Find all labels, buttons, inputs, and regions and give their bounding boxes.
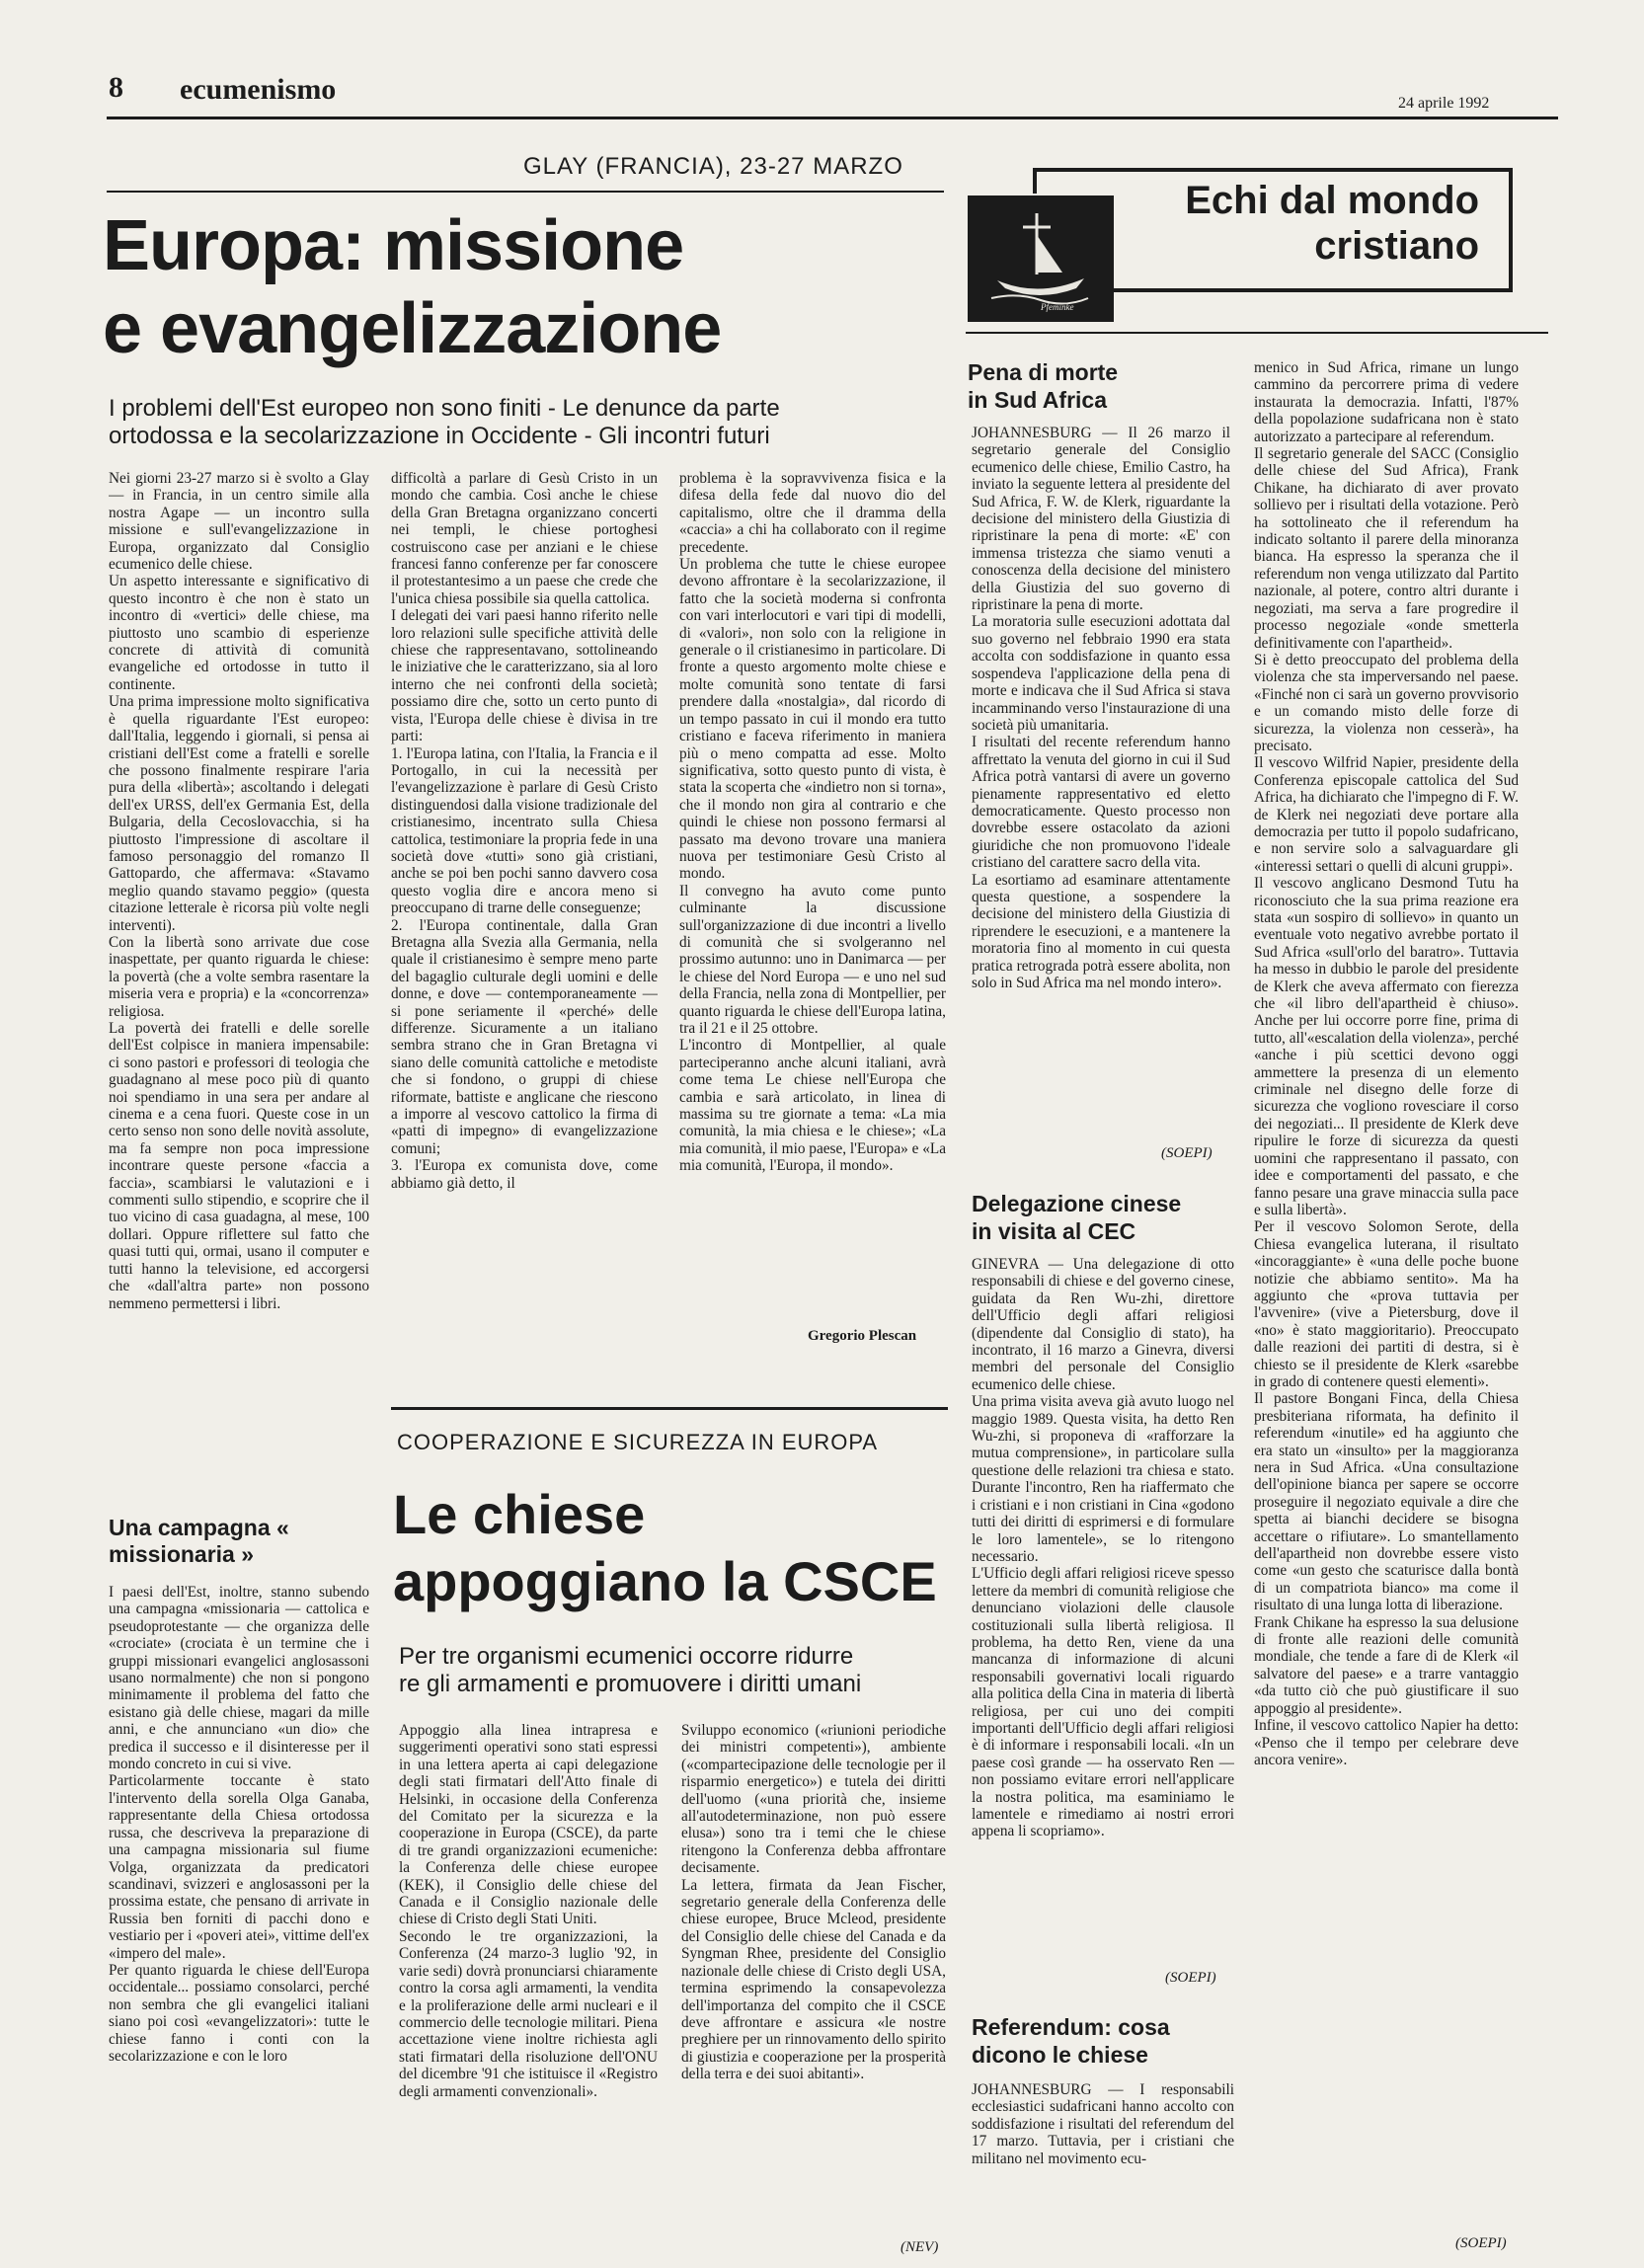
article2-subtitle-line1: Per tre organismi ecumenici occorre ridurre — [399, 1643, 854, 1670]
article1-title-line1: Europa: missione — [103, 206, 684, 285]
article1-column1: Nei giorni 23-27 marzo si è svolto a Glay — in Francia, in un centro simile alla nostra Agape — un incontro sulla missione e sull'evangelizzazione in Europa, organizzato dal Consiglio ecumenico delle chiese. Un aspetto interessante e significativo di questo incontro è che non è stato un incontro di «vertici» delle chiese, ma piuttosto uno scambio di esperienze concrete di attività di comunità evangeliche ed ortodosse in tutto il continente. Una prima impressione molto significativa è quella riguardante l'Est europeo: dall'Italia, leggendo i giornali, si pensa ai cristiani dell'Est come a fratelli e sorelle che possono finalmente respirare l'aria pura della «libertà»; ascoltando i delegati dell'ex URSS, dell'ex Germania Est, della Bulgaria, della Cecoslovacchia, si ha piuttosto l'impressione di ascoltare il famoso personaggio del romanzo Il Gattopardo, che affermava: «Stavamo meglio quando stavamo peggio» (questa citazione letterale è ricorsa più volte negli interventi). Con la libertà sono arrivate due cose inaspettate, per quanto riguarda le chiese: la povertà (che a volte sembra rasentare la miseria vera e propria) e la «concorrenza» religiosa. La povertà dei fratelli e delle sorelle dell'Est colpisce in maniera impensabile: ci sono pastori e professori di teologia che guadagnano al mese poco più di quanto noi spendiamo in una sera per andare al cinema e a cena fuori. Queste cose in un certo senso non sono delle novità assolute, ma fa sempre non poca impressione incontrare queste persone «faccia a faccia», scambiarsi le valutazioni e i commenti sullo stipendio, e scoprire che il tuo vicino di casa guadagna, al mese, 100 dollari. Oppure riflettere sul fatto che quasi tutti qui, ormai, usano il computer e tutti hanno la televisione, ed accorgersi che «dall'altra parte» non possono nemmeno permettersi i libri. — [109, 470, 369, 1312]
article2-kicker: COOPERAZIONE E SICUREZZA IN EUROPA — [397, 1430, 879, 1454]
echi-s2-title-line2: in visita al CEC — [972, 1218, 1136, 1244]
masthead-rule — [107, 117, 1558, 119]
page-number: 8 — [109, 71, 123, 104]
echi-frame-left — [1033, 170, 1037, 194]
echi-column5-source: (SOEPI) — [1455, 2235, 1507, 2251]
issue-date: 24 aprile 1992 — [1398, 95, 1490, 112]
echi-divider — [966, 332, 1548, 334]
echi-s2-source: (SOEPI) — [1165, 1970, 1216, 1986]
article1-column2: difficoltà a parlare di Gesù Cristo in un mondo che cambia. Così anche le chiese della Gran Bretagna organizzano concerti nei templi, le chiese portoghesi costruiscono case per anziani e le chiese francesi fanno conferenze per far conoscere il protestantesimo a un paese che crede che l'unica chiesa possibile sia quella cattolica. I delegati dei vari paesi hanno riferito nelle loro relazioni sulle specifiche attività delle chiese che rappresentavano, sottolineando le iniziative che le caratterizzano, sia al loro interno che nei confronti della società; possiamo dire che, sotto un certo punto di vista, l'Europa delle chiese è divisa in tre parti: 1. l'Europa latina, con l'Italia, la Francia e il Portogallo, in cui la necessità per l'evangelizzazione è parlare di Gesù Cristo distinguendosi dalla visione tradizionale del cristianesimo, incentrato sulla Chiesa cattolica, testimoniare la propria fede in una società dove «tutti» sono già cristiani, anche se poi ben pochi sanno davvero cosa questo voglia dire e ancora meno si preoccupano di trarne delle conseguenze; 2. l'Europa continentale, dalla Gran Bretagna alla Svezia alla Germania, nella quale il cristianesimo è sempre meno parte del bagaglio culturale degli uomini e delle donne, e dove — contemporaneamente — si pone seriamente il «perché» delle differenze. Sicuramente a un italiano sembra strano che in Gran Bretagna vi siano delle comunità cattoliche e metodiste che si fondono, o gruppi di chiese riformate, battiste e anglicane che riescono a imporre al vescovo cattolico la firma di «patti di impegno» di evangelizzazione comuni; 3. l'Europa ex comunista dove, come abbiamo già detto, il — [391, 470, 658, 1192]
article2-title-line1: Le chiese — [393, 1483, 646, 1545]
echi-s1-text: JOHANNESBURG — Il 26 marzo il segretario generale del Consiglio ecumenico delle chiese, Emilio Castro, ha inviato la seguente lettera al presidente del Sud Africa, F. W. de Klerk, riguardante la decisione del ministero della Giustizia di ripristinare la pena di morte: «E' con immensa tristezza che siamo venuti a conoscenza della decisione del ministero della Giustizia del suo governo di ripristinare la pena di morte. La moratoria sulle esecuzioni adottata dal suo governo nel febbraio 1990 era stata accolta con soddisfazione in quanto essa sospendeva l'applicazione della pena di morte e indicava che il Sud Africa si stava incamminando verso l'instaurazione di una società più umanitaria. I risultati del recente referendum hanno affrettato la venuta del giorno in cui il Sud Africa potrà vantarsi di avere un governo pienamente rappresentativo ed eletto democraticamente. Questo processo non dovrebbe essere ostacolato da azioni giuridiche che non promuovono l'ideale cristiano del carattere sacro della vita. La esortiamo ad esaminare attentamente questa questione, a sospendere la decisione del ministero della Giustizia di riprendere le esecuzioni, e a mantenere la moratoria fino al momento in cui questa pratica retrograda potrà essere abolita, non solo in Sud Africa ma nel mondo intero». — [972, 425, 1230, 991]
echi-s1-title-line2: in Sud Africa — [968, 387, 1107, 413]
article1-column3: problema è la sopravvivenza fisica e la difesa della fede dal nuovo dio del capitalismo, oltre che il dramma della «caccia» a chi ha collaborato con il regime precedente. Un problema che tutte le chiese europee devono affrontare è la secolarizzazione, il fatto che la società moderna si confronta con vari interlocutori e vari tipi di modelli, di «valori», non solo con la religione in generale o il cristianesimo in particolare. Di fronte a questo argomento molte chiese e molte comunità sono tentate di farsi prendere dalla «nostalgia», dal ricordo di un tempo passato in cui il mondo era tutto cristiano e faceva riferimento in maniera più o meno compatta ad esse. Molto significativa, sotto questo punto di vista, è stata la scoperta che «indietro non si torna», che il mondo non gira al contrario e che quindi le chiese non possono fermarsi al passato ma devono trovare una maniera nuova per testimoniare Gesù Cristo al mondo. Il convegno ha avuto come punto culminante la discussione sull'organizzazione di due incontri a livello di comunità che si svolgeranno nel prossimo autunno: uno in Danimarca — per le chiese del Nord Europa — e uno nel sud della Francia, nella zona di Montpellier, per quanto riguarda le chiese dell'Europa latina, tra il 21 e il 25 ottobre. L'incontro di Montpellier, al quale parteciperanno anche alcuni italiani, avrà come tema Le chiese nell'Europa che cambia e sarà articolato, in linea di massima su tre giornate a tema: «La mia comunità, la mia chiesa e le chiese»; «La mia comunità, il mio paese, l'Europa» e «La mia comunità, l'Europa, il mondo». — [679, 470, 946, 1175]
article2-top-rule — [391, 1407, 948, 1410]
echi-s3-text: JOHANNESBURG — I responsabili ecclesiastici sudafricani hanno accolto con soddisfazione i risultati del referendum del 17 marzo. Tuttavia, per i cristiani che militano nel movimento ecu- — [972, 2081, 1234, 2167]
echi-title-line2: cristiano — [1314, 224, 1479, 268]
echi-s2-text: GINEVRA — Una delegazione di otto responsabili di chiese e del governo cinese, guidata da Ren Wu-zhi, direttore dell'Ufficio degli affari religiosi (dipendente dal Consiglio di stato), ha incontrato, il 16 marzo a Ginevra, diversi membri del personale del Consiglio ecumenico delle chiese. Una prima visita aveva già avuto luogo nel maggio 1989. Questa visita, ha detto Ren Wu-zhi, si proponeva di «rafforzare la mutua comprensione», in particolare sulla questione delle relazioni tra chiesa e stato. Durante l'incontro, Ren ha riaffermato che i cristiani e i non cristiani in Cina «godono tutti dei diritti di esprimersi e di formulare le loro lamentele», se lo ritengono necessario. L'Ufficio degli affari religiosi riceve spesso lettere da membri di comunità religiose che denunciano violazioni delle clausole costituzionali sulla libertà religiosa. Il problema, ha detto Ren, viene da una mancanza di informazione di alcuni responsabili governativi locali riguardo alla politica della Cina in materia di libertà religiosa, per cui uno dei compiti importanti dell'Ufficio degli affari religiosi è di informare i responsabili locali. «In un paese così grande — ha osservato Ren — non possiamo evitare errori nell'applicare la nostra politica, ma esaminiamo le lamentele e rimediamo ai nostri errori appena li scopriamo». — [972, 1256, 1234, 1840]
logo-signature: Pfeminke — [1041, 302, 1074, 312]
echi-frame-right — [1509, 168, 1513, 290]
article1-kicker: GLAY (FRANCIA), 23-27 MARZO — [523, 153, 903, 180]
article1-column1b: I paesi dell'Est, inoltre, stanno subendo una campagna «missionaria — cattolica e pseudoprotestante — che organizza delle «crociate» (crociata è un termine che i gruppi missionari evangelici anglosassoni usano normalmente) che non si pongono minimamente il problema del fatto che esistano già delle chiese, magari da mille anni, e che annunciano «un dio» che predica il successo e il disinteresse per il mondo concreto in cui si vive. Particolarmente toccante è stato l'intervento della sorella Olga Ganaba, rappresentante della Chiesa ortodossa russa, che descriveva la preparazione di una campagna missionaria sul fiume Volga, organizzata da predicatori scandinavi, svizzeri e anglosassoni per la prossima estate, che pensano di arrivate in Russia ben forniti di pacchi dono e vestiario per i «poveri atei», vittime dell'ex «impero del male». Per quanto riguarda le chiese dell'Europa occidentale... possiamo consolarci, perché non sembra che gli evangelici italiani siano poi così «evangelizzatori»: tutte le chiese fanno i conti con la secolarizzazione e con le loro — [109, 1584, 369, 2065]
echi-s3-title-line1: Referendum: cosa — [972, 2014, 1170, 2040]
echi-s1-title-line1: Pena di morte — [968, 359, 1119, 385]
article2-subtitle-line2: re gli armamenti e promuovere i diritti umani — [399, 1671, 862, 1697]
echi-frame-top — [1033, 168, 1513, 172]
article1-subtitle-line1: I problemi dell'Est europeo non sono finiti - Le denunce da parte — [109, 395, 780, 422]
section-name: ecumenismo — [180, 73, 337, 106]
echi-frame-bottom — [1114, 288, 1513, 292]
echi-logo — [968, 196, 1114, 322]
article2-column2: Sviluppo economico («riunioni periodiche dei ministri competenti»), ambiente («compartecipazione delle tecnologie per il risparmio energetico») e tutela dei diritti dell'uomo («una priorità che, insieme all'autodeterminazione, non può essere elusa») sono tra i temi che le chiese ritengono la Conferenza debba affrontare decisamente. La lettera, firmata da Jean Fischer, segretario generale della Conferenza delle chiese europee, Bruce Mcleod, presidente del Consiglio delle chiese del Canada e da Syngman Rhee, presidente del Consiglio nazionale delle chiese di Cristo degli USA, termina esprimendo la consapevolezza dell'importanza del compito che il CSCE deve affrontare e assicura «le nostre preghiere per un rinnovamento dello spirito di giustizia e cooperazione per la prosperità della terra e dei suoi abitanti». — [681, 1722, 946, 2083]
article1-subtitle-line2: ortodossa e la secolarizzazione in Occidente - Gli incontri futuri — [109, 423, 770, 449]
echi-column5: menico in Sud Africa, rimane un lungo cammino da percorrere prima di vedere instaurata la democrazia. Infatti, l'87% della popolazione sudafricana non è stato autorizzato a partecipare al referendum. Il segretario generale del SACC (Consiglio delle chiese del Sud Africa), Frank Chikane, ha dichiarato di aver provato sollievo per i risultati della votazione. Però ha sottolineato che il referendum ha indicato soltanto il parere della minoranza bianca. Ha espresso la speranza che il referendum non venga utilizzato dal Partito nazionale, al potere, contro altri durante i negoziati, ma serva a fare progredire il processo negoziale «onde smetterla definitivamente con l'apartheid». Si è detto preoccupato del problema della violenza che sta imperversando nel paese. «Finché non ci sarà un governo provvisorio e un comando misto delle forze di sicurezza, la violenza non cesserà», ha precisato. Il vescovo Wilfrid Napier, presidente della Conferenza episcopale cattolica del Sud Africa, ha dichiarato che l'impegno di F. W. de Klerk nei negoziati deve portare alla democrazia per tutto il popolo sudafricano, e non servire solo a salvaguardare gli «interessi settari o quelli di alcuni gruppi». Il vescovo anglicano Desmond Tutu ha riconosciuto che la sua prima reazione era stata «un sospiro di sollievo» in quanto un eventuale voto negativo avrebbe portato il Sud Africa «sull'orlo del baratro». Tuttavia ha messo in dubbio le parole del presidente de Klerk che aveva affermato con fierezza che «il libro dell'apartheid è chiuso». Anche per lui occorre porre fine, prima di tutto, all'«escalation della violenza», perché «anche i più scettici devono oggi ammettere la presenza di un elemento criminale nel disegno delle forze di sicurezza che vogliono rovesciare il corso dei negoziati... Il presidente de Klerk deve ripulire le forze di sicurezza da questi uomini che rappresentano il passato, con idee e comportamenti del passato, e che fanno pesare una grave minaccia sulla pace e sulla libertà». Per il vescovo Solomon Serote, della Chiesa evangelica luterana, il risultato «incoraggiante» è «una delle poche buone notizie che abbiamo sentito». Ma ha aggiunto che «prova tuttavia per l'avvenire» (vive a Pietersburg, dove il «no» è stato maggioritario). Preoccupato dalle reazioni dei partiti di destra, si è chiesto se il presidente de Klerk «sarebbe in grado di contenere questi elementi». Il pastore Bongani Finca, della Chiesa presbiteriana riformata, ha definito il referendum «inutile» ed ha aggiunto che era stato un «insulto» per la maggioranza nera in Sud Africa. «Una consultazione dell'opinione bianca per sapere se occorre proseguire il negoziato equivale a dire che spetta ai bianchi decidere se bisogna accettare o rifiutare». Lo smantellamento dell'apartheid non dovrebbe essere visto come «un gesto che scaturisce dalla bontà di un compatriota bianco» ma come il risultato di una lunga lotta di liberazione. Frank Chikane ha espresso la sua delusione di fronte alle reazioni delle comunità mondiale, che tende a fare di de Klerk «il salvatore del paese» e a trarre vantaggio «da tutto ciò che può giustificare il suo appoggio al presidente». Infine, il vescovo cattolico Napier ha detto: «Penso che il tempo per celebrare deve ancora venire». — [1254, 359, 1519, 1768]
article1-title-line2: e evangelizzazione — [103, 289, 722, 368]
echi-title-line1: Echi dal mondo — [1185, 179, 1479, 222]
article1-subhead: Una campagna « missionaria » — [109, 1515, 289, 1567]
article2-title-line2: appoggiano la CSCE — [393, 1550, 937, 1612]
article1-kicker-rule — [107, 191, 944, 193]
article2-column1: Appoggio alla linea intrapresa e suggerimenti operativi sono stati espressi in una lettera aperta ai capi delegazione degli stati firmatari dell'Atto finale di Helsinki, in occasione della Conferenza del Comitato per la sicurezza e la cooperazione in Europa (CSCE), da parte di tre grandi organizzazioni ecumeniche: la Conferenza delle chiese europee (KEK), il Consiglio delle chiese del Canada e il Consiglio nazionale delle chiese di Cristo degli Stati Uniti. Secondo le tre organizzazioni, la Conferenza (24 marzo-3 luglio '92, in varie sedi) dovrà pronunciarsi chiaramente contro la corsa agli armamenti, la vendita e la proliferazione delle armi nucleari e il commercio delle tecnologie militari. Piena accettazione viene inoltre richiesta agli stati firmatari della risoluzione dell'ONU del dicembre '91 che istituisce il «Registro degli armamenti convenzionali». — [399, 1722, 658, 2100]
echi-s1-source: (SOEPI) — [1161, 1145, 1213, 1161]
echi-s3-title-line2: dicono le chiese — [972, 2042, 1148, 2068]
echi-s2-title-line1: Delegazione cinese — [972, 1191, 1182, 1216]
article2-signature: (NEV) — [900, 2239, 939, 2255]
article1-author: Gregorio Plescan — [808, 1328, 917, 1344]
